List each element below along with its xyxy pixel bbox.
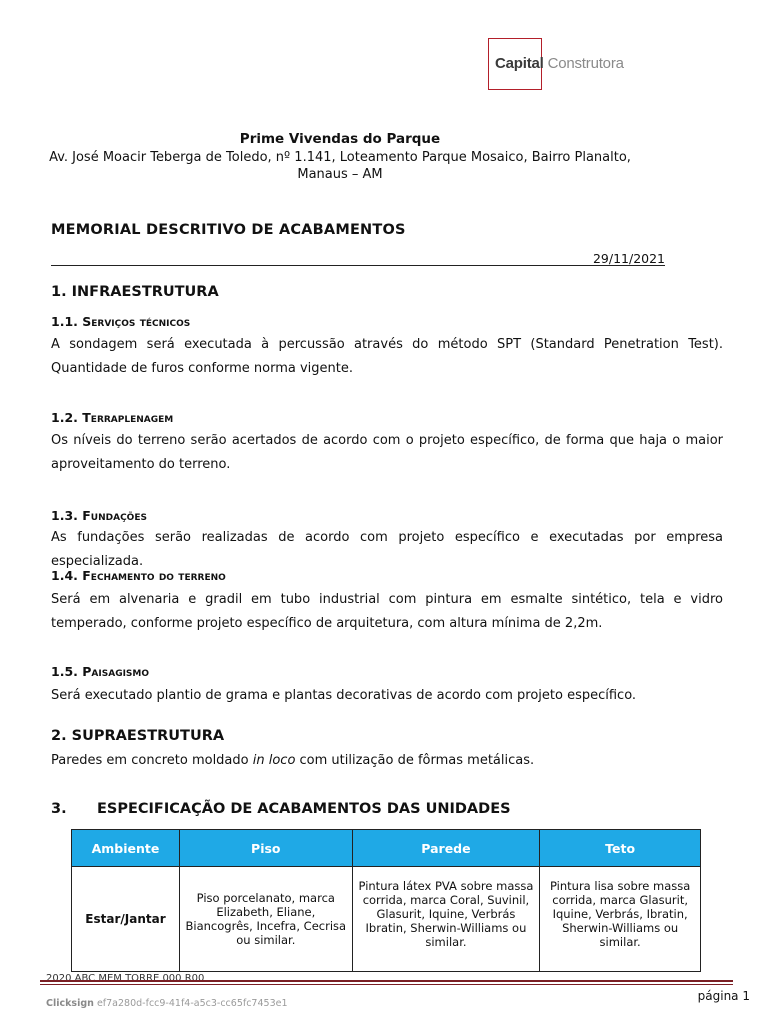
section-2-heading: 2. SUPRAESTRUTURA: [51, 728, 225, 744]
address-line-2: Manaus – AM: [297, 167, 383, 182]
document-date: 29/11/2021: [592, 251, 665, 266]
table-header-row: [72, 830, 701, 867]
section-1-5-number: 1.5.: [51, 664, 78, 679]
section-1-4-title: Fechamento do terreno: [82, 568, 226, 583]
page-number: página 1: [697, 989, 750, 1003]
section-3-heading: [51, 801, 511, 817]
section-1-5-text: Será executado plantio de grama e plantas decorativas de acordo com projeto específico.: [51, 688, 637, 703]
project-name: Prime Vivendas do Parque: [239, 131, 441, 147]
cell-piso: Piso porcelanato, marca Elizabeth, Eliane, Biancogrês, Incefra, Cecrisa ou similar.: [179, 867, 352, 972]
section-3-title: ESPECIFICAÇÃO DE ACABAMENTOS DAS UNIDADES: [97, 801, 511, 817]
section-1-4-number: 1.4.: [51, 568, 78, 583]
footer-document-code: 2020 ABC MEM TORRE 000 R00: [46, 973, 205, 980]
logo-word-construtora: Construtora: [547, 55, 624, 72]
signature-brand: Clicksign: [46, 998, 94, 1009]
section-1-3-title: Fundações: [82, 508, 147, 523]
project-address: [0, 149, 680, 183]
section-1-3-text: As fundações serão realizadas de acordo com projeto específico e executadas por empresa especializada.: [51, 530, 723, 569]
cell-parede: Pintura látex PVA sobre massa corrida, marca Coral, Suvinil, Glasurit, Iquine, Verbrás Ibratin, Sherwin-Williams ou similar.: [352, 867, 540, 972]
title-divider: [51, 265, 665, 266]
company-logo: [495, 55, 624, 72]
header-ambiente: Ambiente: [72, 830, 180, 867]
cell-ambiente: Estar/Jantar: [72, 867, 180, 972]
section-1-2-text: Os níveis do terreno serão acertados de acordo com o projeto específico, de forma que haja o maior aproveitamento do terreno.: [51, 433, 723, 472]
section-1-3-heading: [51, 508, 147, 523]
section-3-number: 3.: [51, 801, 67, 817]
section-2-text-italic: in loco: [252, 753, 296, 768]
section-2-text-after: com utilização de fôrmas metálicas.: [295, 753, 535, 768]
section-1-5-title: Paisagismo: [82, 664, 150, 679]
section-1-1-text: A sondagem será executada à percussão através do método SPT (Standard Penetration Test). Quantidade de furos conforme norma vigente.: [51, 337, 723, 376]
header-teto: Teto: [540, 830, 701, 867]
signature-watermark: [46, 998, 288, 1009]
section-1-2-heading: [51, 410, 173, 425]
section-2-text-before: Paredes em concreto moldado: [51, 753, 253, 768]
footer-rule-thick: [40, 980, 733, 982]
section-2-text: [51, 749, 723, 773]
section-1-1-heading: [51, 314, 190, 329]
finishes-table: [71, 829, 701, 972]
logo-word-capital: Capital: [495, 55, 544, 72]
section-1-2-title: Terraplenagem: [82, 410, 174, 425]
footer-rule-thin: [40, 984, 733, 985]
section-1-4-text: Será em alvenaria e gradil em tubo industrial com pintura em esmalte sintético, tela e vidro temperado, conforme projeto específico de arquitetura, com altura mínima de 2,2m.: [51, 592, 723, 631]
header-piso: Piso: [179, 830, 352, 867]
table-row: [72, 867, 701, 972]
signature-id: ef7a280d-fcc9-41f4-a5c3-cc65fc7453e1: [96, 998, 288, 1009]
cell-teto: Pintura lisa sobre massa corrida, marca Glasurit, Iquine, Verbrás, Ibratin, Sherwin-Williams ou similar.: [540, 867, 701, 972]
address-line-1: Av. José Moacir Teberga de Toledo, nº 1.141, Loteamento Parque Mosaico, Bairro Planalto,: [49, 150, 631, 165]
section-1-2-number: 1.2.: [51, 410, 78, 425]
document-title: MEMORIAL DESCRITIVO DE ACABAMENTOS: [51, 222, 406, 238]
section-1-heading: 1. INFRAESTRUTURA: [51, 284, 219, 300]
section-1-5-heading: [51, 664, 149, 679]
section-1-1-title: Serviços técnicos: [82, 314, 191, 329]
section-1-4-heading: [51, 568, 226, 583]
header-parede: Parede: [352, 830, 540, 867]
section-1-1-number: 1.1.: [51, 314, 78, 329]
section-1-3-number: 1.3.: [51, 508, 78, 523]
